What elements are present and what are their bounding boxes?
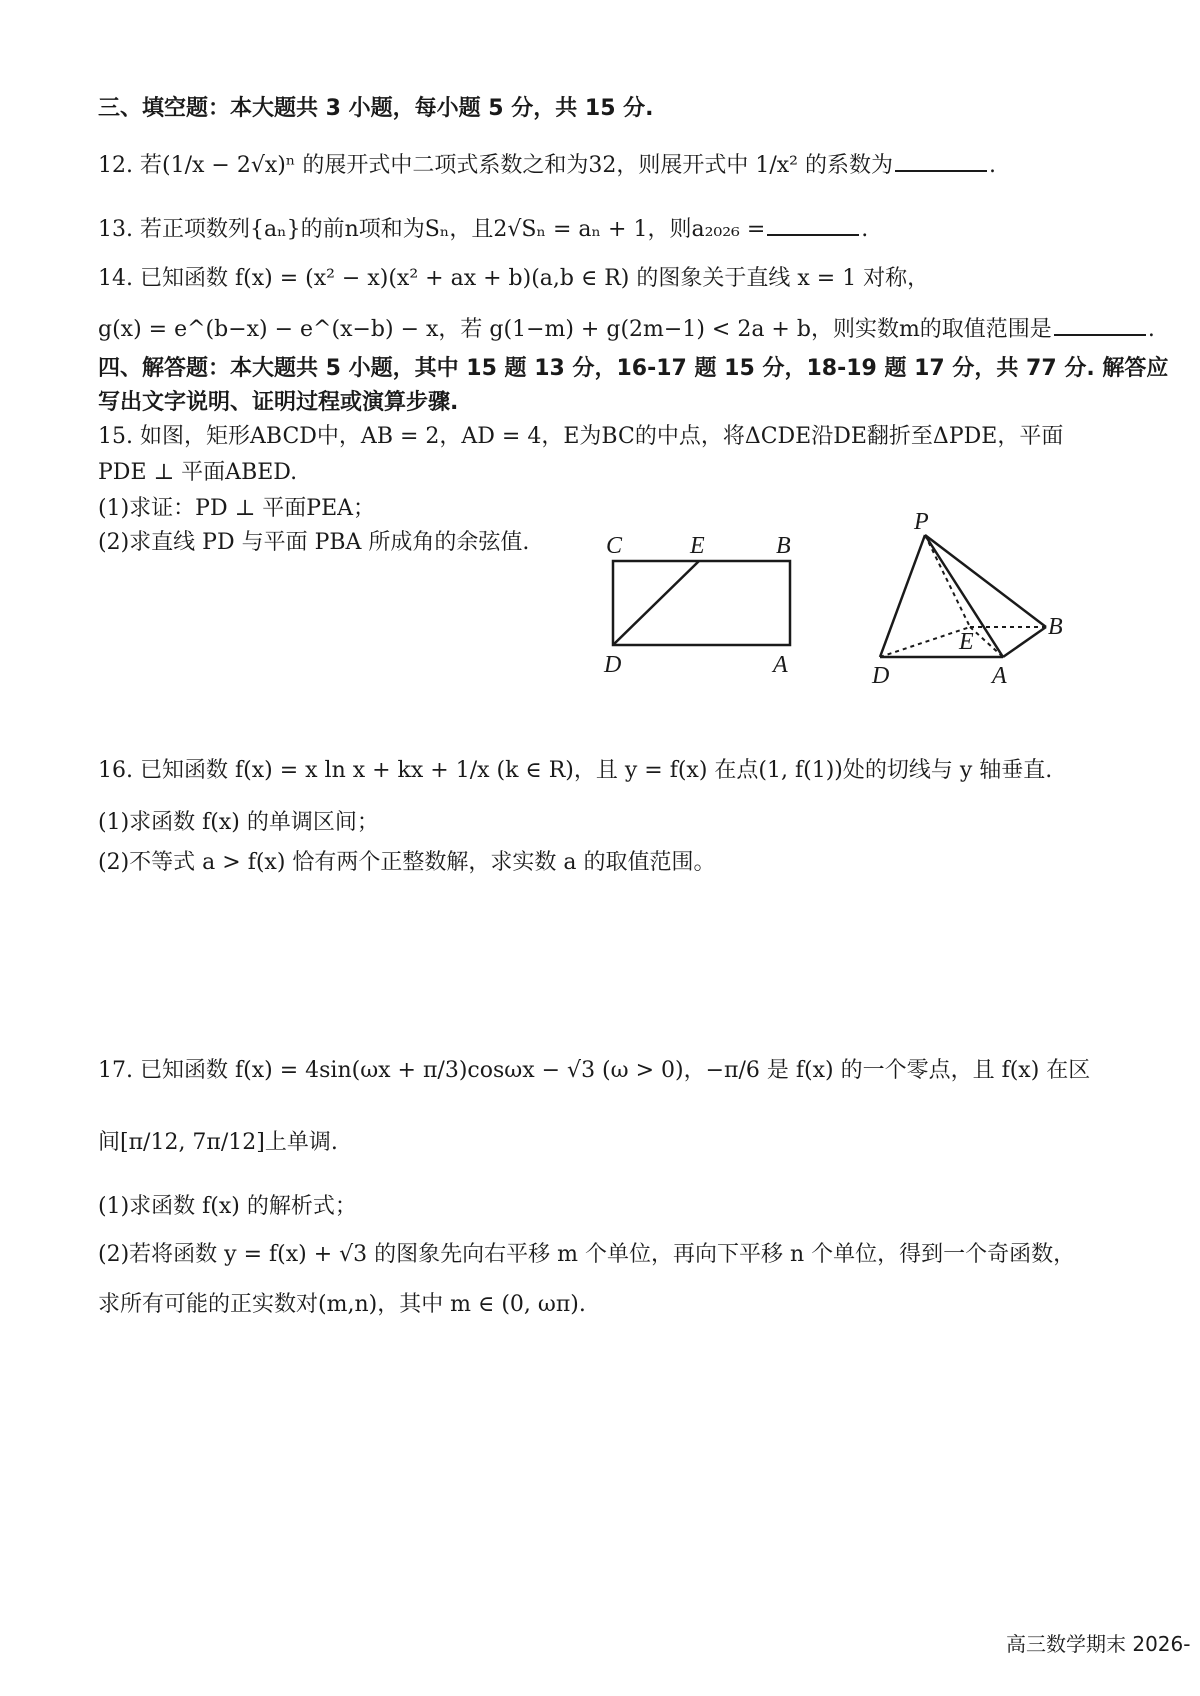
question-number: 12. <box>98 153 133 178</box>
question-16 <box>98 754 1052 788</box>
label-e: E <box>959 629 974 655</box>
question-number: 15. <box>98 424 133 449</box>
question-15 <box>98 420 1063 454</box>
question-text: 若正项数列{aₙ}的前n项和为Sₙ，且2√Sₙ = aₙ + 1，则a₂₀₂₆ = <box>140 217 766 242</box>
question-16-part-1: (1)求函数 f(x) 的单调区间； <box>98 810 379 835</box>
question-16-part-2: (2)不等式 a > f(x) 恰有两个正整数解，求实数 a 的取值范围。 <box>98 850 716 875</box>
label-e: E <box>690 533 705 559</box>
question-text-line-1: 如图，矩形ABCD中，AB = 2，AD = 4，E为BC的中点，将ΔCDE沿DE翻折至ΔPDE，平面 <box>140 424 1064 449</box>
figure-rectangle-abcd <box>600 520 830 690</box>
edge-ab <box>1003 627 1046 657</box>
edge-pd <box>880 535 925 657</box>
section-3-heading: 三、填空题：本大题共 3 小题，每小题 5 分，共 15 分. <box>98 96 654 121</box>
section-4-heading-line-2: 写出文字说明、证明过程或演算步骤. <box>98 390 459 415</box>
question-15-line-2: PDE ⊥ 平面ABED. <box>98 460 298 485</box>
edge-pb <box>925 535 1046 627</box>
label-p: P <box>914 509 929 535</box>
label-a: A <box>773 652 788 678</box>
question-number: 14. <box>98 266 133 291</box>
label-b: B <box>1048 614 1063 640</box>
question-17-line-2: 间[π/12, 7π/12]上单调. <box>98 1130 338 1155</box>
segment-de <box>613 561 699 645</box>
question-number: 13. <box>98 217 133 242</box>
label-b: B <box>776 533 791 559</box>
question-number: 16. <box>98 758 133 783</box>
label-d: D <box>872 663 890 689</box>
section-4-heading-line-1: 四、解答题：本大题共 5 小题，其中 15 题 13 分，16-17 题 15 分，18-19 题 17 分，共 77 分. 解答应 <box>98 356 1169 381</box>
label-a: A <box>992 663 1007 689</box>
question-17-part-2-line-2: 求所有可能的正实数对(m,n)，其中 m ∈ (0, ωπ). <box>98 1292 586 1317</box>
question-12: 12. 若(1/x − 2√x)ⁿ 的展开式中二项式系数之和为32，则展开式中 1/x² 的系数为 . <box>98 148 996 183</box>
label-d: D <box>604 652 622 678</box>
question-text: 若(1/x − 2√x)ⁿ 的展开式中二项式系数之和为32，则展开式中 1/x² 的系数为 <box>140 153 893 178</box>
question-text-line-1: 已知函数 f(x) = 4sin(ωx + π/3)cosωx − √3 (ω > 0)，−π/6 是 f(x) 的一个零点，且 f(x) 在区 <box>140 1058 1091 1083</box>
question-text-line-1: 已知函数 f(x) = x ln x + kx + 1/x (k ∈ R)，且 y = f(x) 在点(1, f(1))处的切线与 y 轴垂直. <box>140 758 1053 783</box>
rectangle-outline <box>613 561 790 645</box>
figure-pyramid-pabed <box>860 505 1090 695</box>
question-17 <box>98 1054 1090 1088</box>
page-footer: 高三数学期末 2026- <box>1006 1632 1191 1656</box>
question-14 <box>98 262 929 296</box>
question-14-line-2: g(x) = e^(b−x) − e^(x−b) − x，若 g(1−m) + g(2m−1) < 2a + b，则实数m的取值范围是 . <box>98 312 1155 347</box>
question-17-part-1: (1)求函数 f(x) 的解析式； <box>98 1194 357 1219</box>
question-15-part-2: (2)求直线 PD 与平面 PBA 所成角的余弦值. <box>98 530 530 555</box>
question-number: 17. <box>98 1058 133 1083</box>
hidden-edge-de <box>880 627 970 657</box>
question-13: 13. 若正项数列{aₙ}的前n项和为Sₙ，且2√Sₙ = aₙ + 1，则a₂₀₂₆ = . <box>98 212 868 247</box>
question-text-line-2: g(x) = e^(b−x) − e^(x−b) − x，若 g(1−m) + g(2m−1) < 2a + b，则实数m的取值范围是 <box>98 317 1052 342</box>
question-17-part-2-line-1: (2)若将函数 y = f(x) + √3 的图象先向右平移 m 个单位，再向下平移 n 个单位，得到一个奇函数， <box>98 1242 1076 1267</box>
label-c: C <box>606 533 623 559</box>
answer-blank <box>767 212 859 236</box>
answer-blank <box>895 148 987 172</box>
answer-blank <box>1054 312 1146 336</box>
question-15-part-1: (1)求证：PD ⊥ 平面PEA； <box>98 496 376 521</box>
question-text-line-1: 已知函数 f(x) = (x² − x)(x² + ax + b)(a,b ∈ R) 的图象关于直线 x = 1 对称， <box>140 266 930 291</box>
hidden-edge-pe <box>925 535 970 627</box>
